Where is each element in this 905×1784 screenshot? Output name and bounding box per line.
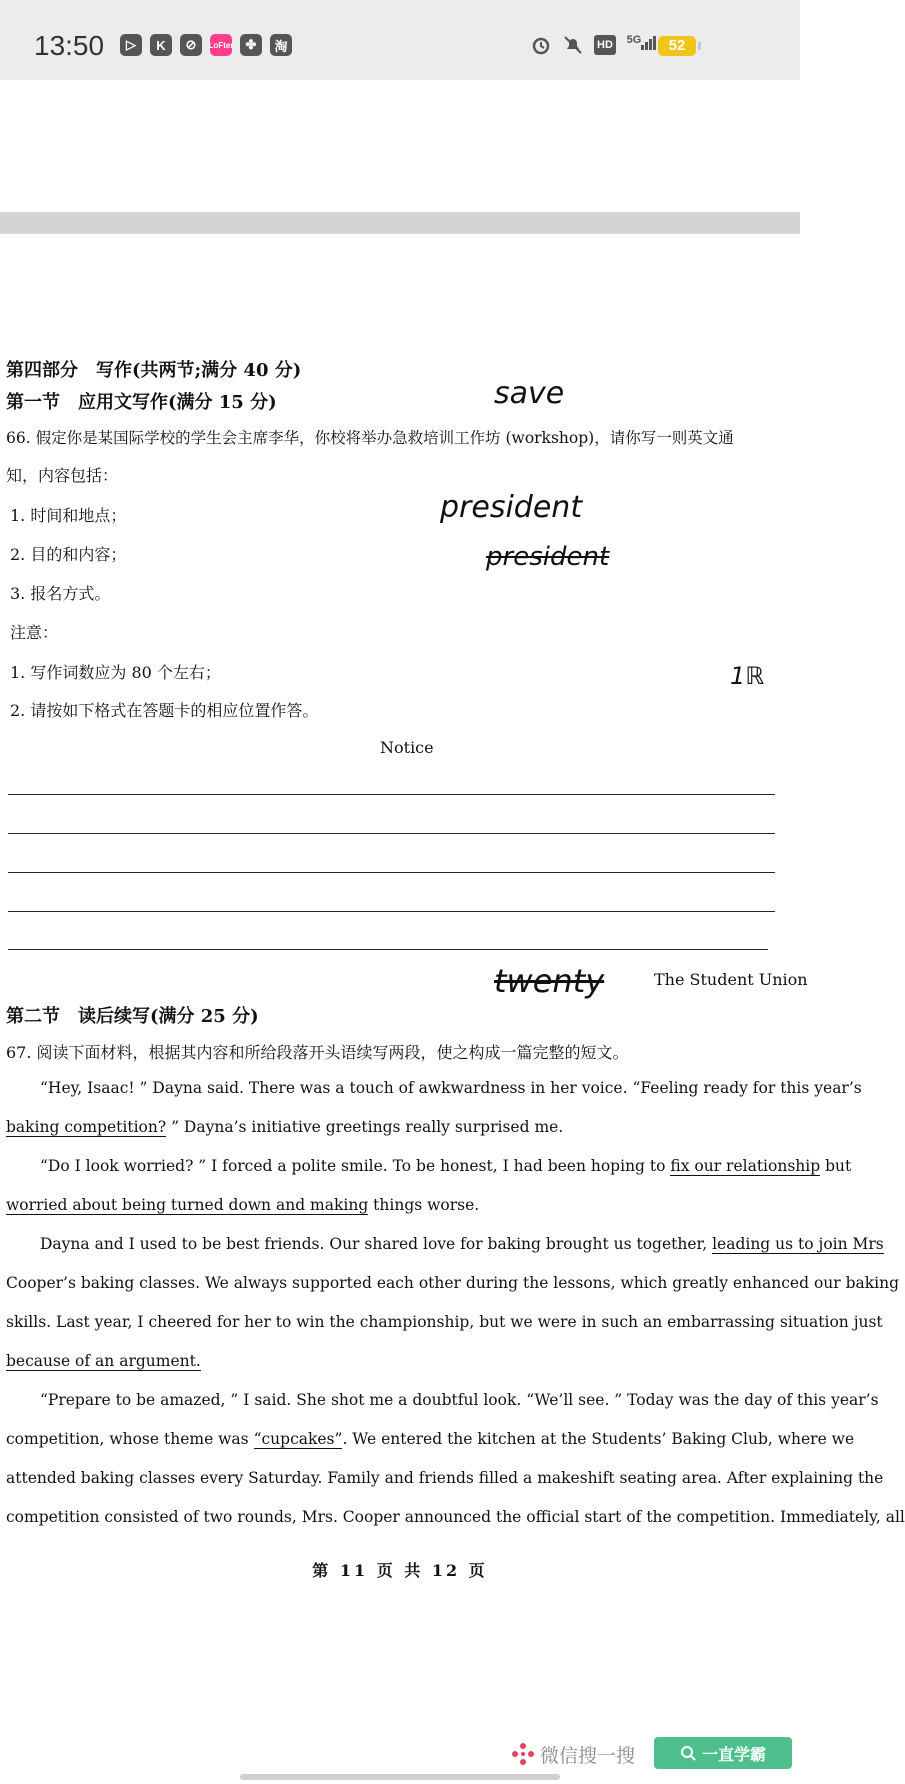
passage-text: ” Dayna’s initiative greetings really surprised me. [166,1118,564,1136]
content-item-1: 1. 时间和地点； [10,506,127,525]
q66-prompt-line1: 66. 假定你是某国际学校的学生会主席李华，你校将举办急救培训工作坊 (workshop)，请你写一则英文通 [6,429,734,447]
passage-line [6,1352,201,1370]
signal-label: 5G [626,34,642,46]
wechat-search-label: 微信搜一搜 [540,1745,636,1767]
content-item-3: 3. 报名方式。 [10,584,111,603]
note-item-2: 2. 请按如下格式在答题卡的相应位置作答。 [10,701,319,720]
passage-line [6,1430,854,1448]
passage-line: Cooper’s baking classes. We always supported each other during the lessons, which greatly enhanced our baking [6,1274,900,1292]
leaf-app-icon: ⊘ [180,34,202,56]
passage-text: “Do I look worried? ” I forced a polite smile. To be honest, I had been hoping to [40,1157,671,1175]
passage-line: competition consisted of two rounds, Mrs. Cooper announced the official start of the competition. Immediately, all [6,1508,905,1526]
handwritten-crossed-twenty: twenty [494,962,605,1000]
k-app-icon: K [150,34,172,56]
pinwheel-app-icon: ✤ [240,34,262,56]
answer-line-1 [8,794,775,795]
alarm-icon [530,34,552,56]
lofter-app-icon: LoFter [210,34,232,56]
passage-line: “Hey, Isaac! ” Dayna said. There was a touch of awkwardness in her voice. “Feeling ready for this year’s [40,1079,862,1097]
mute-icon [562,34,584,56]
handwritten-crossed-president: president [486,542,610,572]
answer-line-4 [8,911,775,912]
passage-line: “Prepare to be amazed, ” I said. She shot me a doubtful look. “We’ll see. ” Today was the day of this year’s [40,1391,879,1409]
5g-signal-icon [626,34,658,56]
section2-title: 第二节 读后续写(满分 25 分) [6,1006,259,1027]
content-item-2: 2. 目的和内容； [10,545,127,564]
page-separator [0,212,800,234]
passage-text: things worse. [368,1196,480,1214]
status-bar [0,0,800,80]
passage-text: but [820,1157,852,1175]
passage-text: Dayna and I used to be best friends. Our shared love for baking brought us together, [40,1235,713,1253]
underlined-phrase: “cupcakes” [253,1430,343,1448]
answer-line-2 [8,833,775,834]
passage-line: skills. Last year, I cheered for her to win the championship, but we were in such an embarrassing situation just [6,1313,883,1331]
status-time: 13:50 [34,30,105,61]
handwritten-president: president [440,490,583,525]
underlined-phrase: because of an argument. [6,1352,201,1370]
note-item-1: 1. 写作词数应为 80 个左右； [10,663,221,682]
q67-prompt: 67. 阅读下面材料，根据其内容和所给段落开头语续写两段，使之构成一篇完整的短文。 [6,1043,629,1062]
taobao-icon: 淘 [270,34,292,56]
battery-indicator: 52 [658,36,696,56]
section1-title: 第一节 应用文写作(满分 15 分) [6,392,277,413]
passage-line [6,1118,563,1136]
home-indicator[interactable] [240,1774,560,1780]
passage-text: competition, whose theme was [6,1430,254,1448]
q66-prompt-line2: 知，内容包括： [6,466,119,485]
search-button[interactable] [654,1737,792,1769]
passage-text: . We entered the kitchen at the Students’ Baking Club, where we [342,1430,855,1448]
notice-signature: The Student Union [654,970,808,989]
search-icon [680,1745,696,1761]
notification-app-icons [120,34,292,56]
underlined-phrase: worried about being turned down and making [6,1196,369,1214]
note-label: 注意： [10,623,59,642]
page-number: 第 11 页 共 12 页 [312,1561,488,1580]
notice-heading: Notice [380,738,434,757]
passage-line [6,1196,479,1214]
passage-line: attended baking classes every Saturday. Family and friends filled a makeshift seating area. After explaining the [6,1469,884,1487]
underlined-phrase: fix our relationship [670,1157,821,1175]
bilibili-icon: ▷ [120,34,142,56]
search-button-label: 一直学霸 [701,1744,766,1764]
answer-line-3 [8,872,775,873]
hd-icon: HD [594,35,616,55]
wechat-search-logo-icon [510,1741,536,1767]
part4-title: 第四部分 写作(共两节;满分 40 分) [6,360,302,381]
passage-line [40,1157,851,1175]
handwritten-mark: 1ℝ [730,662,765,690]
answer-line-5 [8,949,768,950]
underlined-phrase: baking competition? [6,1118,167,1136]
underlined-phrase: leading us to join Mrs [712,1235,884,1253]
passage-line [40,1235,884,1253]
handwritten-save: save [494,376,565,411]
